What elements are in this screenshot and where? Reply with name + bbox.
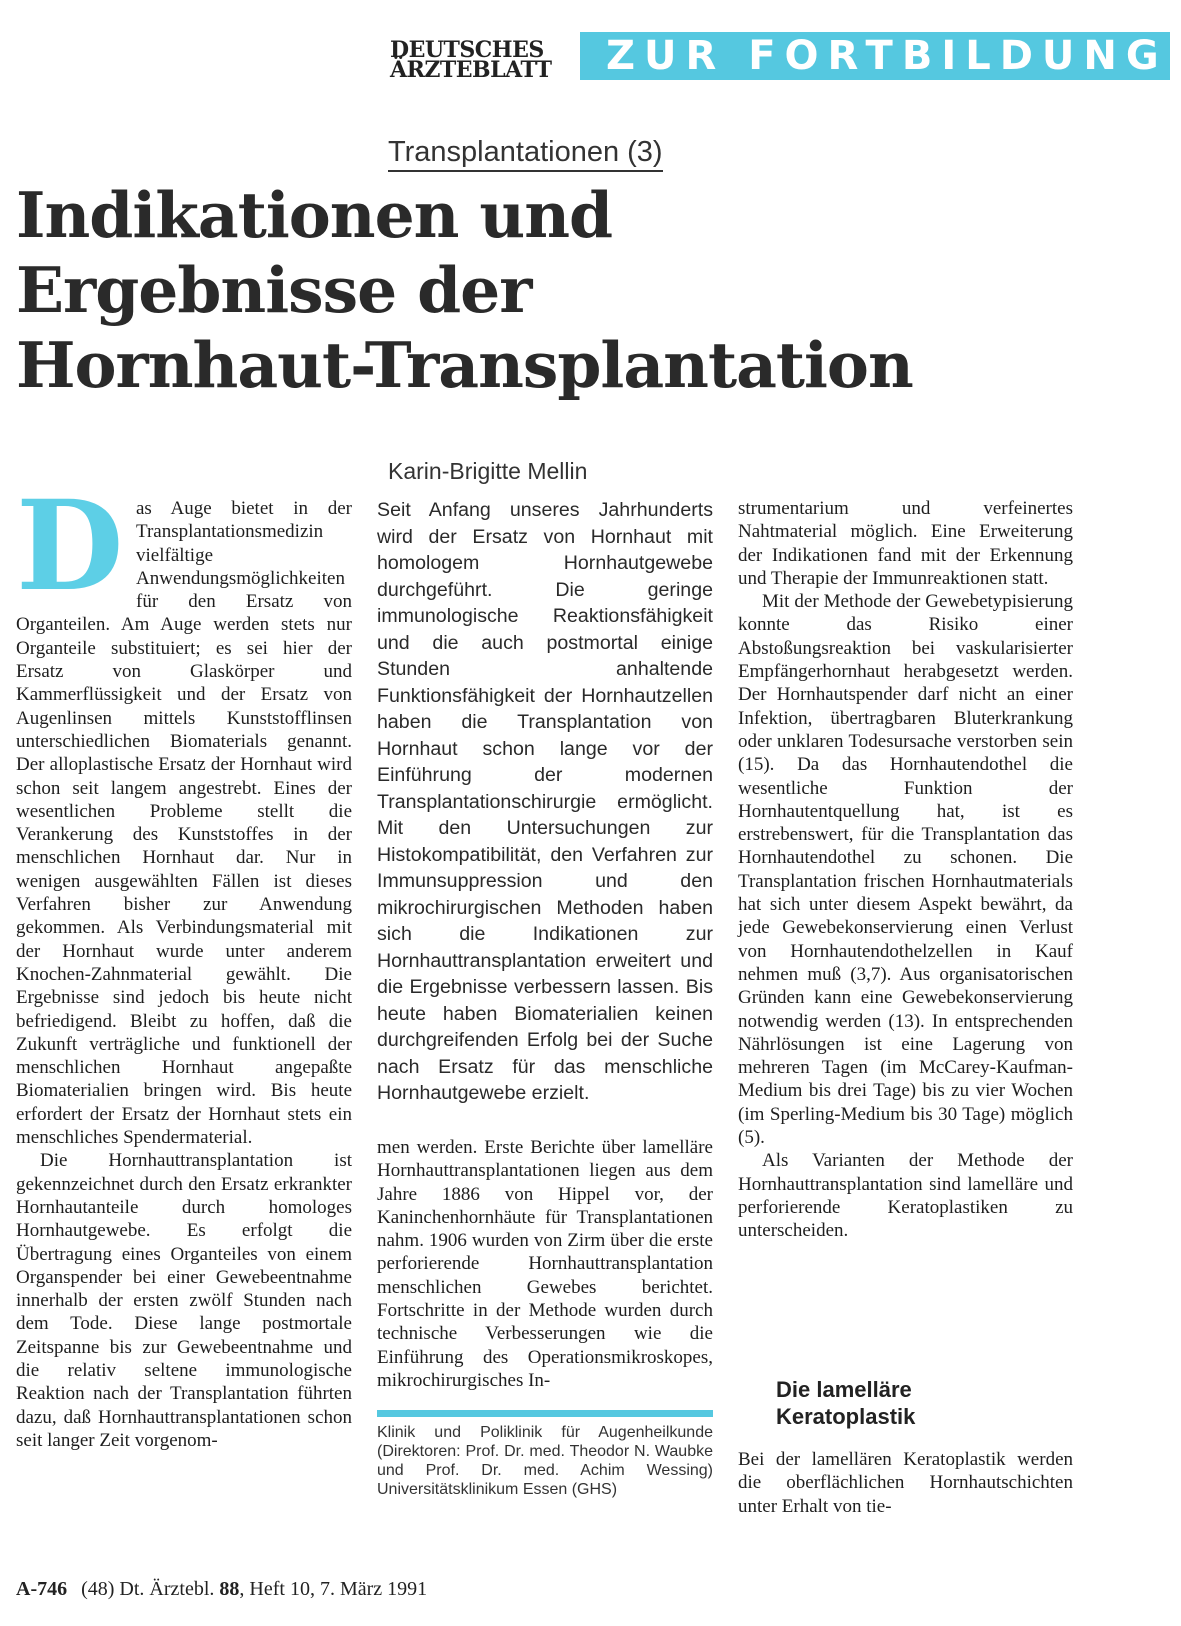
section-heading [776, 1376, 915, 1430]
citation-prefix: (48) Dt. Ärztebl. [81, 1578, 220, 1600]
author-byline: Karin-Brigitte Mellin [388, 458, 588, 484]
paragraph: Seit Anfang unseres Jahrhunderts wird der Ersatz von Hornhaut mit homologem Hornhautgewebe durchgeführt. Die geringe immunologische Reaktionsfähigkeit und die auch postmortal einige Stunden anhaltende Funktionsfähigkeit der Hornhautzellen haben die Transplantation von Hornhaut schon lange vor der Einführung der modernen Transplantationschirurgie ermöglicht. Mit den Untersuchungen zur Histokompatibilität, den Verfahren zur Immunsuppression und den mikrochirurgischen Methoden haben sich die Indikationen zur Hornhauttransplantation erweitert und die Ergebnisse verbessern lassen. Bis heute haben Biomaterialien keinen durchgreifenden Erfolg bei der Suche nach Ersatz für das menschliche Hornhautgewebe erzielt. [377, 499, 713, 1104]
drop-cap: D [16, 474, 124, 619]
article-title [16, 178, 1166, 403]
page-footer [16, 1578, 427, 1601]
page-number: A-746 [16, 1578, 68, 1600]
paragraph-intro-text: as Auge bietet in der Transplantationsmedizin vielfältige Anwendungsmöglichkeiten für den Ersatz von Organteilen. Am Auge werden stets nur Organteile substituiert; es sei hier der Ersatz von Glaskörper und Kammerflüssigkeit und der Ersatz von Augenlinsen mittels Kunststofflinsen unterschiedlichen Biomaterials genannt. Der alloplastische Ersatz der Hornhaut wird schon seit langem angestrebt. Eines der wesentlichen Probleme stellt die Verankerung des Kunststoffes in der menschlichen Hornhaut dar. Nur in wenigen ausgewählten Fällen ist dieses Verfahren bisher zur Anwendung gekommen. Als Verbindungsmaterial mit der Hornhaut wurde unter anderem Knochen-Zahnmaterial gewählt. Die Ergebnisse sind jedoch bis heute nicht befriedigend. Bleibt zu hoffen, daß die Zukunft verträgliche und funktionell der menschlichen Hornhaut angepaßte Biomaterialien bringen wird. Bis heute erfordert der Ersatz der Hornhaut stets ein menschliches Spendermaterial. [16, 498, 352, 1149]
title-line-1: Indikationen und [16, 178, 613, 252]
paragraph: men werden. Erste Berichte über lamelläre Hornhauttransplantationen liegen aus dem Jahre 1886 von Hippel vor, der Kaninchenhornhäute für Transplantationen nahm. 1906 wurden von Zirm über die erste perforierende Hornhauttransplantation menschlichen Gewebes berichtet. Fortschritte in der Methode wurden durch technische Verbesserungen wie die Einführung des Operationsmikroskopes, mikrochirurgisches In- [377, 1137, 713, 1391]
author-affiliation: Klinik und Poliklinik für Augenheilkunde (Direktoren: Prof. Dr. med. Theodor N. Waubke und Prof. Dr. med. Achim Wessing) Universitätsklinikum Essen (GHS) [377, 1424, 713, 1498]
text-column-3 [738, 497, 1073, 1243]
footnote-rule [377, 1410, 713, 1417]
masthead-line-2: ÄRZTEBLATT [390, 57, 552, 83]
title-line-3: Hornhaut-Transplantation [16, 328, 913, 402]
citation-suffix: , Heft 10, 7. März 1991 [239, 1578, 428, 1600]
masthead-line-1: DEUTSCHES [390, 37, 544, 63]
paragraph: Die Hornhauttransplantation ist gekennzeichnet durch den Ersatz erkrankter Hornhautanteile durch homologes Hornhautgewebe. Es erfolgt die Übertragung eines Organteiles von einem Organspender bei einer Gewebeentnahme innerhalb der ersten zwölf Stunden nach dem Tode. Diese lange postmortale Zeitspanne bis zur Gewebeentnahme und die relativ seltene immunologische Reaktion nach der Transplantation führten dazu, daß Hornhauttransplantationen schon seit langer Zeit vorgenom- [16, 1150, 352, 1451]
paragraph: Bei der lamellären Keratoplastik werden die oberflächlichen Hornhautschichten unter Erhalt von tie- [738, 1449, 1073, 1517]
series-label: Transplantationen (3) [388, 136, 663, 172]
paragraph: strumentarium und verfeinertes Nahtmaterial möglich. Eine Erweiterung der Indikationen fand mit der Erkennung und Therapie der Immunreaktionen statt. [738, 498, 1073, 589]
section-heading-line-1: Die lamelläre [776, 1377, 912, 1402]
paragraph: Als Varianten der Methode der Hornhauttransplantation sind lamelläre und perforierende Keratoplastiken zu unterscheiden. [738, 1150, 1073, 1242]
section-banner: ZUR FORTBILDUNG [580, 32, 1170, 80]
text-column-1 [16, 474, 352, 1452]
lead-paragraph [377, 497, 713, 1107]
text-column-3-continued [738, 1448, 1073, 1518]
citation-volume: 88 [219, 1578, 240, 1600]
title-line-2: Ergebnisse der [16, 253, 532, 327]
paragraph: Mit der Methode der Gewebetypisierung konnte das Risiko einer Abstoßungsreaktion bei vaskularisierter Empfängerhornhaut herabgesetzt werden. Der Hornhautspender darf nicht an einer Infektion, übertragbaren Bluterkrankung oder unklaren Todesursache verstorben sein (15). Da das Hornhautendothel die wesentliche Funktion der Hornhautentquellung hat, ist es erstrebenswert, für die Transplantation das Hornhautendothel zu schonen. Die Transplantation frischen Hornhautmaterials hat sich unter diesem Aspekt bewährt, da jede Gewebekonservierung einen Verlust von Hornhautendothelzellen in Kauf nehmen muß (3,7). Aus organisatorischen Gründen kann eine Gewebekonservierung notwendig werden (13). In entsprechenden Nährlösungen ist eine Lagerung von mehreren Tagen (im McCarey-Kaufman-Medium bis drei Tage) bis zu vier Wochen (im Sperling-Medium bis 30 Tage) möglich (5). [738, 591, 1073, 1149]
masthead-logo [390, 37, 565, 83]
section-heading-line-2: Keratoplastik [776, 1404, 916, 1429]
text-column-2 [377, 1136, 713, 1392]
paragraph-intro [16, 474, 352, 1149]
